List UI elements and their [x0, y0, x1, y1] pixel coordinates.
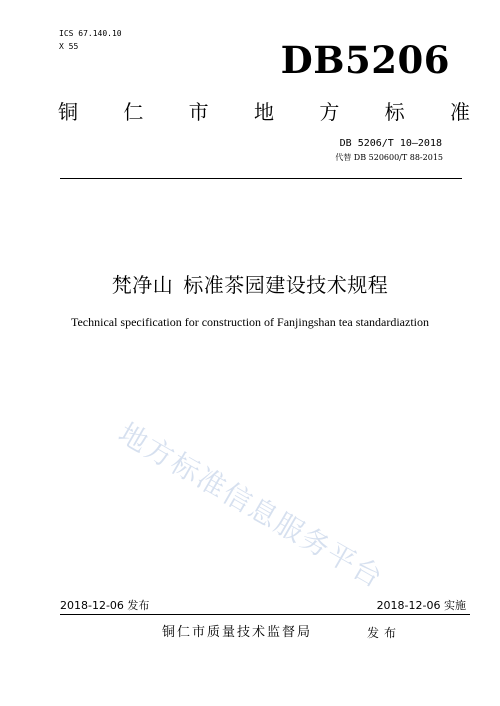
- ics-code: ICS 67.140.10: [59, 29, 122, 38]
- watermark-text: 地方标准信息服务平台: [113, 416, 390, 595]
- title-chinese-part2: 标准茶园建设技术规程: [183, 273, 389, 297]
- standard-logo: DB5206: [280, 38, 450, 82]
- standard-type: [58, 99, 470, 125]
- title-chinese: [0, 272, 500, 298]
- implementation-date: 2018-12-06 实施: [376, 599, 466, 612]
- standard-type-char: 地: [253, 100, 274, 124]
- standard-type-char: 铜: [58, 100, 78, 124]
- standard-type-char: 方: [319, 100, 340, 124]
- ccs-code: X 55: [59, 42, 79, 51]
- standard-type-char: 准: [449, 100, 470, 124]
- replaces-standard: 代替 DB 520600/T 88-2015: [335, 153, 443, 162]
- standard-type-char: 市: [188, 100, 209, 124]
- standard-number: DB 5206/T 10—2018: [339, 138, 442, 149]
- classification-codes: [59, 27, 122, 53]
- title-english: Technical specification for construction of Fanjingshan tea standardiaztion: [70, 315, 430, 329]
- footer-divider: [60, 614, 470, 615]
- title-chinese-part1: 梵净山: [111, 273, 174, 297]
- standard-type-char: 仁: [123, 100, 144, 124]
- issuing-authority: 铜仁市质量技术监督局: [162, 625, 313, 640]
- header-divider: [60, 178, 462, 179]
- standard-type-char: 标: [384, 100, 405, 124]
- issuing-action: 发布: [367, 626, 402, 640]
- issue-date: 2018-12-06 发布: [60, 599, 150, 612]
